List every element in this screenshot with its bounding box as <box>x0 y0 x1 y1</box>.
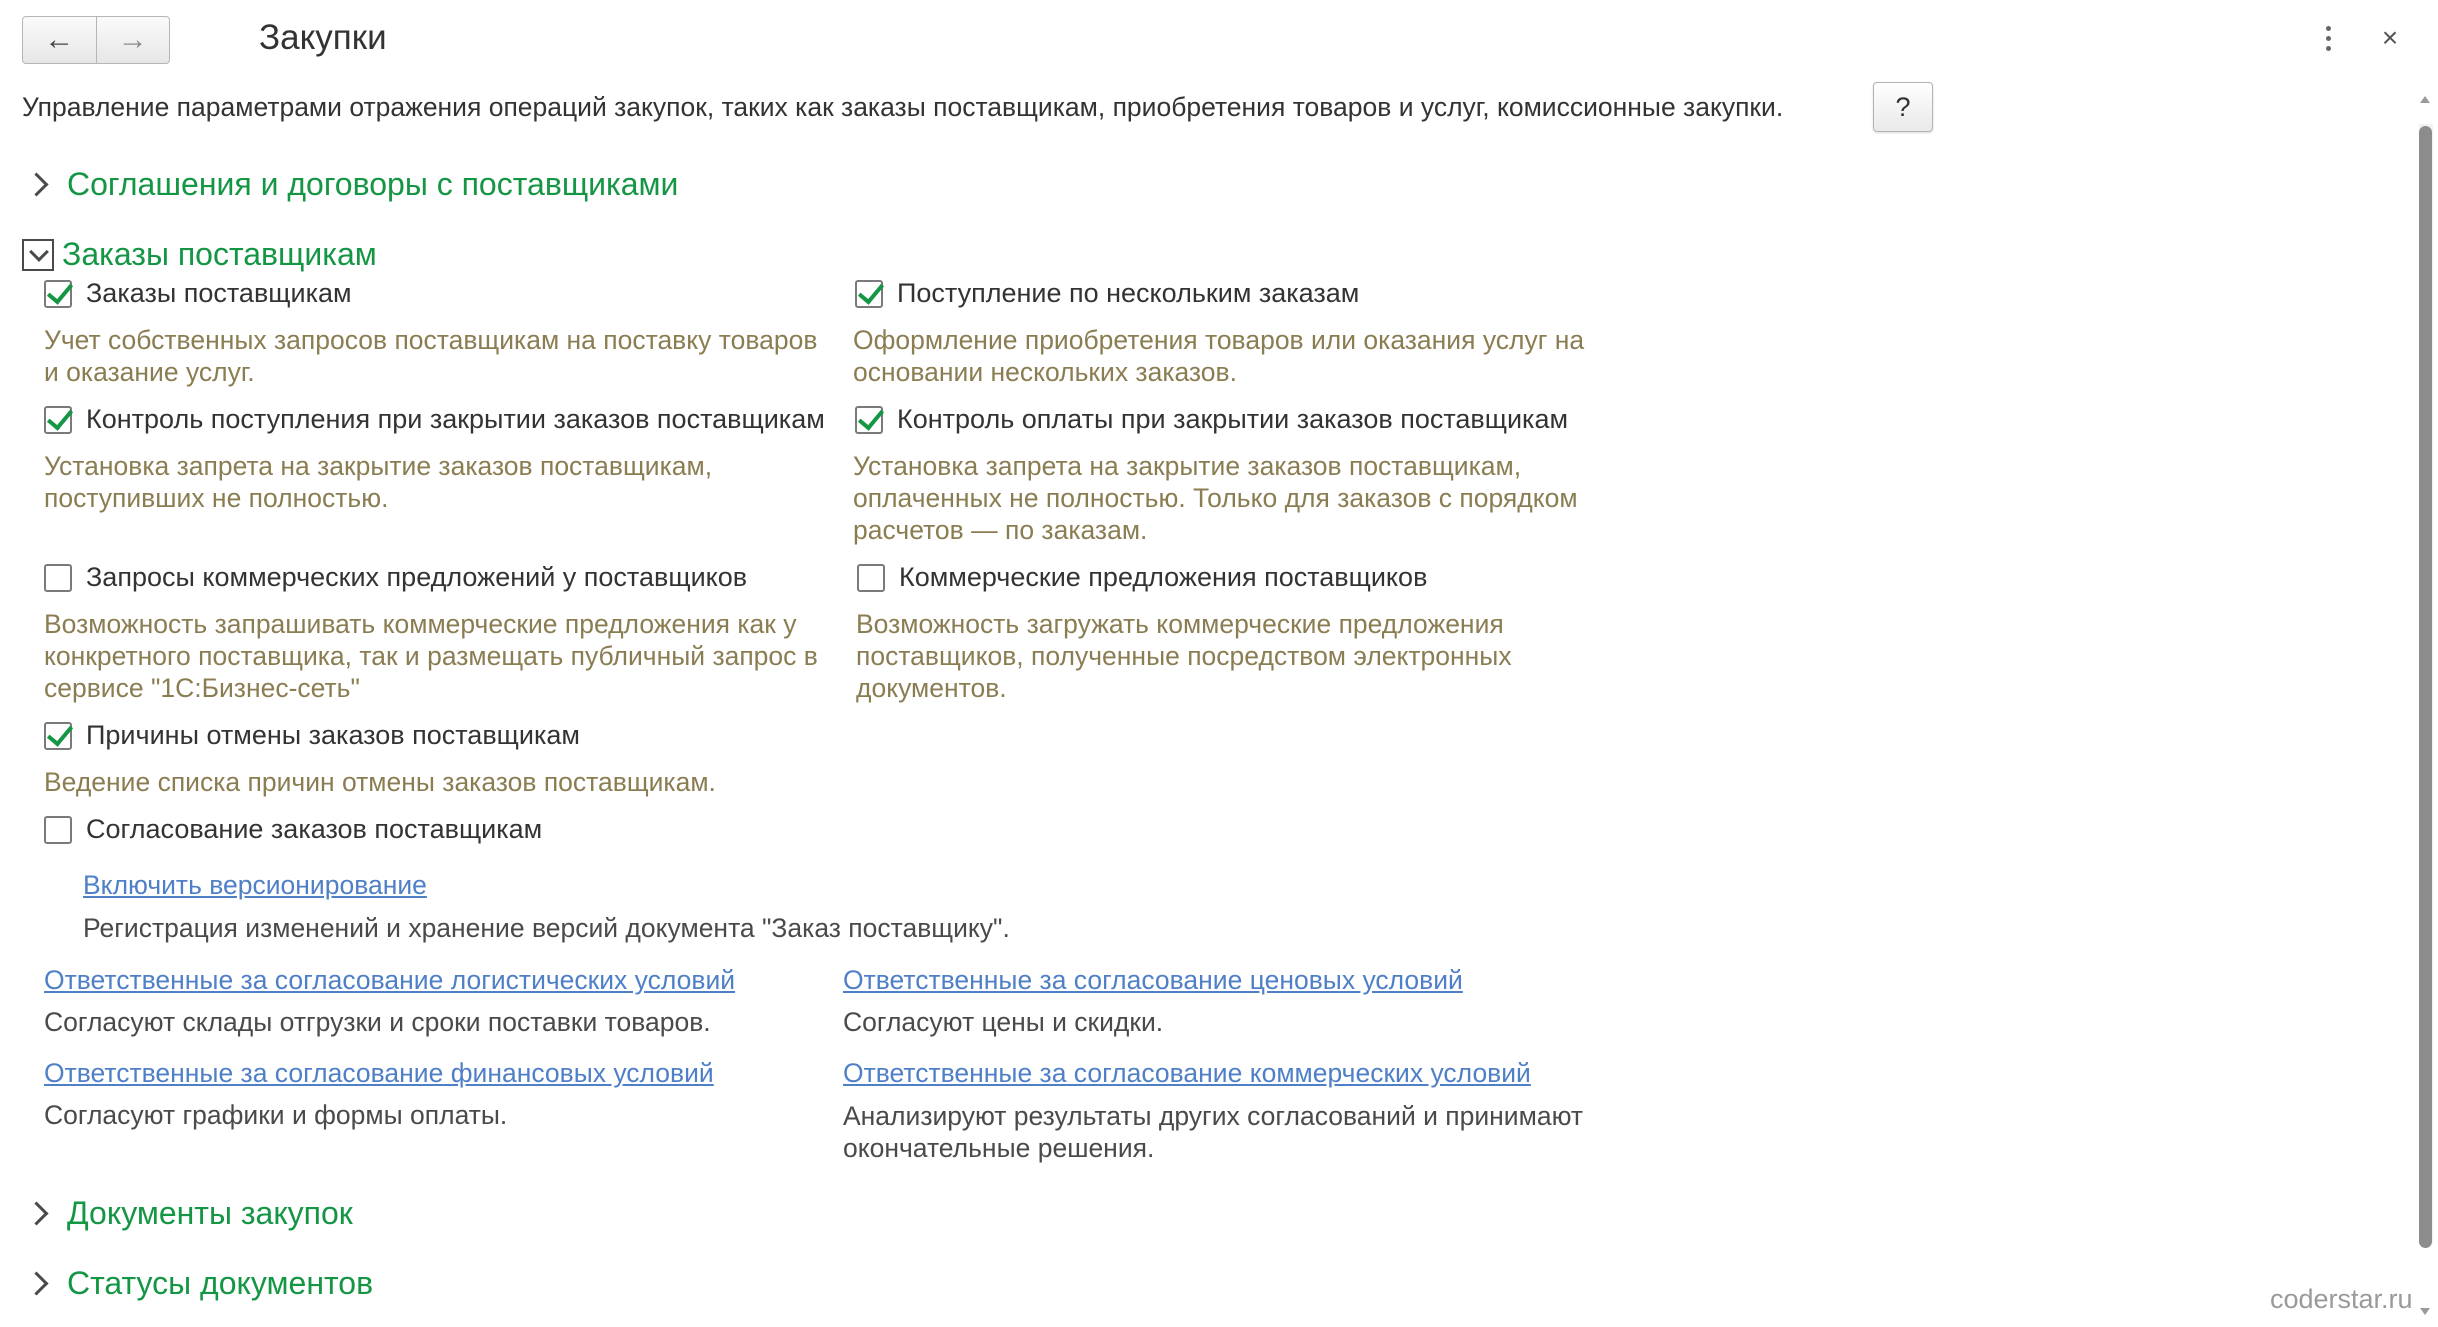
cancel-reasons-checkbox[interactable] <box>44 722 72 750</box>
option-label: Заказы поставщикам <box>86 278 352 308</box>
section-supplier-orders[interactable] <box>22 236 377 273</box>
scrollbar-thumb[interactable] <box>2419 126 2432 1248</box>
chevron-right-icon <box>24 172 48 196</box>
receipt-control-hint: Установка запрета на закрытие заказов поставщикам, поступивших не полностью. <box>44 451 713 513</box>
price-responsibles-link[interactable]: Ответственные за согласование ценовых условий <box>843 965 1463 995</box>
option-label: Запросы коммерческих предложений у поставщиков <box>86 562 748 592</box>
arrow-left-icon: ← <box>44 23 75 56</box>
supplier-orders-hint: Учет собственных запросов поставщикам на поставку товаров и оказание услуг. <box>44 325 818 387</box>
forward-button[interactable] <box>96 17 170 63</box>
multi-order-receipt-checkbox[interactable] <box>855 280 883 308</box>
section-supplier-orders-title: Заказы поставщикам <box>62 236 377 272</box>
quote-requests-hint: Возможность запрашивать коммерческие предложения как у конкретного поставщика, так и размещать публичный запрос в сервисе "1С:Бизнес-сеть" <box>44 609 818 703</box>
option-label: Поступление по нескольким заказам <box>897 278 1360 308</box>
section-document-statuses[interactable] <box>22 1265 373 1302</box>
page-description: Управление параметрами отражения операций закупок, таких как заказы поставщикам, приобретения товаров и услуг, комиссионные закупки. <box>22 92 1784 122</box>
section-purchase-documents[interactable] <box>22 1195 353 1232</box>
section-document-statuses-title: Статусы документов <box>67 1265 374 1301</box>
chevron-down-icon <box>22 239 54 271</box>
back-button[interactable] <box>23 17 96 63</box>
option-payment-control[interactable] <box>855 404 1568 435</box>
finance-responsibles-note: Согласуют графики и формы оплаты. <box>44 1100 508 1130</box>
multi-order-receipt-hint: Оформление приобретения товаров или оказания услуг на основании нескольких заказов. <box>853 325 1585 387</box>
price-responsibles-note: Согласуют цены и скидки. <box>843 1007 1164 1037</box>
option-label: Причины отмены заказов поставщикам <box>86 720 580 750</box>
section-agreements[interactable] <box>22 166 678 203</box>
option-label: Контроль оплаты при закрытии заказов поставщикам <box>897 404 1569 434</box>
watermark: coderstar.ru <box>2270 1284 2413 1314</box>
supplier-quotes-checkbox[interactable] <box>857 564 885 592</box>
option-supplier-orders[interactable] <box>44 278 352 309</box>
receipt-control-checkbox[interactable] <box>44 406 72 434</box>
enable-versioning-link[interactable]: Включить версионирование <box>83 870 427 900</box>
option-label: Контроль поступления при закрытии заказов поставщикам <box>86 404 825 434</box>
navigation-buttons <box>22 16 170 64</box>
commercial-responsibles-note: Анализируют результаты других согласований и принимают окончательные решения. <box>843 1101 1583 1163</box>
logistics-responsibles-link[interactable]: Ответственные за согласование логистических условий <box>44 965 736 995</box>
option-cancel-reasons[interactable] <box>44 720 580 751</box>
close-icon[interactable]: × <box>2381 22 2399 53</box>
page-title: Закупки <box>259 18 387 57</box>
commercial-responsibles-link[interactable]: Ответственные за согласование коммерческих условий <box>843 1058 1531 1088</box>
cancel-reasons-hint: Ведение списка причин отмены заказов поставщикам. <box>44 767 716 797</box>
chevron-right-icon <box>24 1201 48 1225</box>
option-receipt-control[interactable] <box>44 404 825 435</box>
order-approval-checkbox[interactable] <box>44 816 72 844</box>
supplier-orders-checkbox[interactable] <box>44 280 72 308</box>
option-order-approval[interactable] <box>44 814 542 845</box>
versioning-note: Регистрация изменений и хранение версий документа "Заказ поставщику". <box>83 913 1010 943</box>
scroll-down-arrow-icon[interactable] <box>2420 1308 2430 1315</box>
option-multi-order-receipt[interactable] <box>855 278 1359 309</box>
help-button[interactable]: ? <box>1873 82 1933 132</box>
arrow-right-icon: → <box>117 23 148 56</box>
logistics-responsibles-note: Согласуют склады отгрузки и сроки поставки товаров. <box>44 1007 711 1037</box>
scroll-up-arrow-icon[interactable] <box>2420 96 2430 103</box>
more-actions-icon[interactable] <box>2318 20 2338 56</box>
option-supplier-quotes[interactable] <box>857 562 1427 593</box>
section-purchase-documents-title: Документы закупок <box>67 1195 353 1231</box>
chevron-right-icon <box>24 1271 48 1295</box>
payment-control-checkbox[interactable] <box>855 406 883 434</box>
section-agreements-title: Соглашения и договоры с поставщиками <box>67 166 679 202</box>
finance-responsibles-link[interactable]: Ответственные за согласование финансовых условий <box>44 1058 714 1088</box>
option-quote-requests[interactable] <box>44 562 747 593</box>
quote-requests-checkbox[interactable] <box>44 564 72 592</box>
payment-control-hint: Установка запрета на закрытие заказов поставщикам, оплаченных не полностью. Только для заказов с порядком расчетов — по заказам. <box>853 451 1578 545</box>
option-label: Коммерческие предложения поставщиков <box>899 562 1428 592</box>
option-label: Согласование заказов поставщикам <box>86 814 543 844</box>
supplier-quotes-hint: Возможность загружать коммерческие предложения поставщиков, полученные посредством электронных документов. <box>856 609 1512 703</box>
